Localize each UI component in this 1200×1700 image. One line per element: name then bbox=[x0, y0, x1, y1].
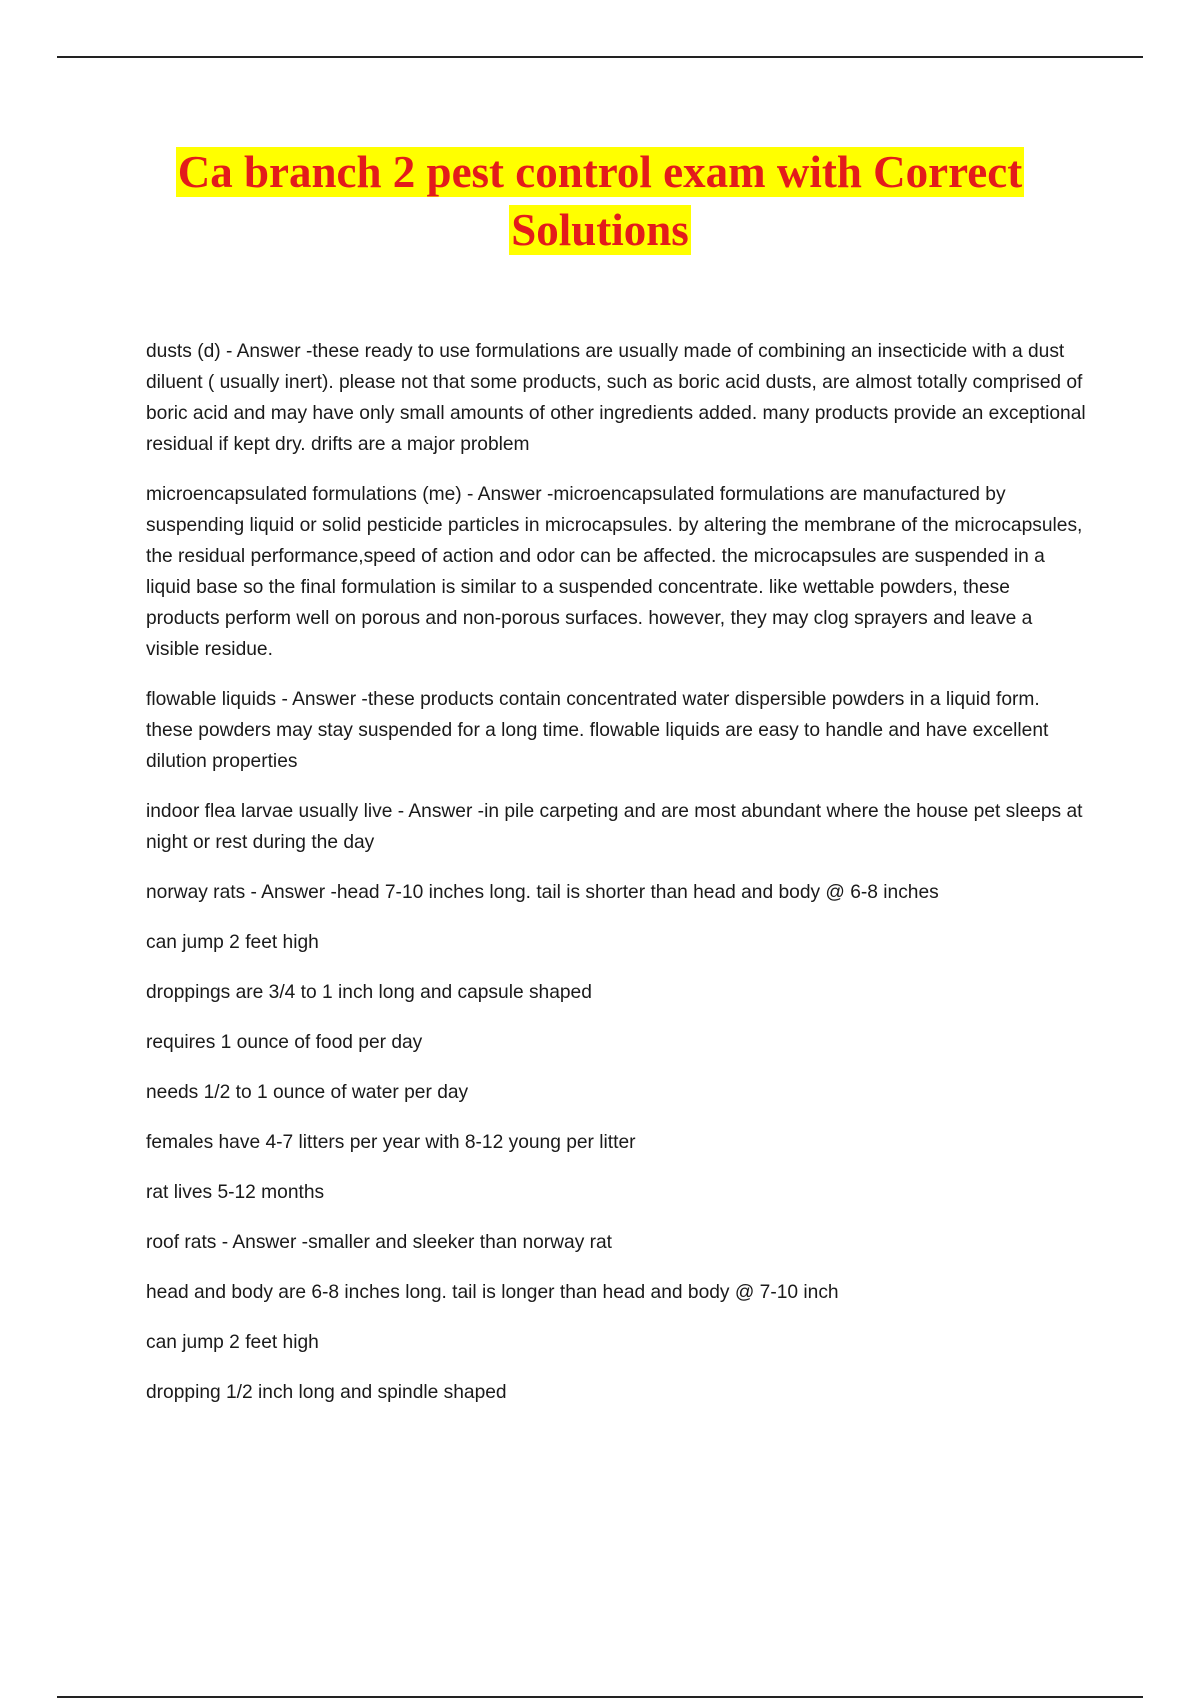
paragraph: dusts (d) - Answer -these ready to use formulations are usually made of combining an insecticide with a dust diluent ( usually inert). please not that some products, such as boric acid dusts, are almost totally comprised of boric acid and may have only small amounts of other ingredients added. many products provide an exceptional residual if kept dry. drifts are a major problem bbox=[146, 341, 1086, 455]
paragraph: indoor flea larvae usually live - Answer -in pile carpeting and are most abundant where the house pet sleeps at night or rest during the day bbox=[146, 801, 1083, 853]
paragraph: requires 1 ounce of food per day bbox=[146, 1032, 423, 1053]
title-line-1: Ca branch 2 pest control exam with Correct bbox=[177, 147, 1023, 197]
paragraph: head and body are 6-8 inches long. tail is longer than head and body @ 7-10 inch bbox=[146, 1282, 839, 1303]
paragraph: norway rats - Answer -head 7-10 inches long. tail is shorter than head and body @ 6-8 inches bbox=[146, 882, 939, 903]
paragraph: dropping 1/2 inch long and spindle shaped bbox=[146, 1382, 507, 1403]
paragraph: rat lives 5-12 months bbox=[146, 1182, 325, 1203]
paragraph: needs 1/2 to 1 ounce of water per day bbox=[146, 1082, 469, 1103]
bottom-rule bbox=[57, 1696, 1143, 1698]
paragraph: droppings are 3/4 to 1 inch long and capsule shaped bbox=[146, 982, 592, 1003]
paragraph: roof rats - Answer -smaller and sleeker than norway rat bbox=[146, 1232, 613, 1253]
paragraph: females have 4-7 litters per year with 8-12 young per litter bbox=[146, 1132, 636, 1153]
document-title bbox=[100, 143, 1100, 259]
document-body bbox=[146, 336, 1086, 1427]
paragraph: can jump 2 feet high bbox=[146, 932, 319, 953]
paragraph: can jump 2 feet high bbox=[146, 1332, 319, 1353]
title-line-2: Solutions bbox=[511, 205, 689, 255]
paragraph: flowable liquids - Answer -these products contain concentrated water dispersible powders in a liquid form. these powders may stay suspended for a long time. flowable liquids are easy to handle and have excellent dilution properties bbox=[146, 689, 1049, 772]
top-rule bbox=[57, 56, 1143, 58]
paragraph: microencapsulated formulations (me) - Answer -microencapsulated formulations are manufactured by suspending liquid or solid pesticide particles in microcapsules. by altering the membrane of the microcapsules, the residual performance,speed of action and odor can be affected. the microcapsules are suspended in a liquid base so the final formulation is similar to a suspended concentrate. like wettable powders, these products perform well on porous and non-porous surfaces. however, they may clog sprayers and leave a visible residue. bbox=[146, 484, 1083, 660]
